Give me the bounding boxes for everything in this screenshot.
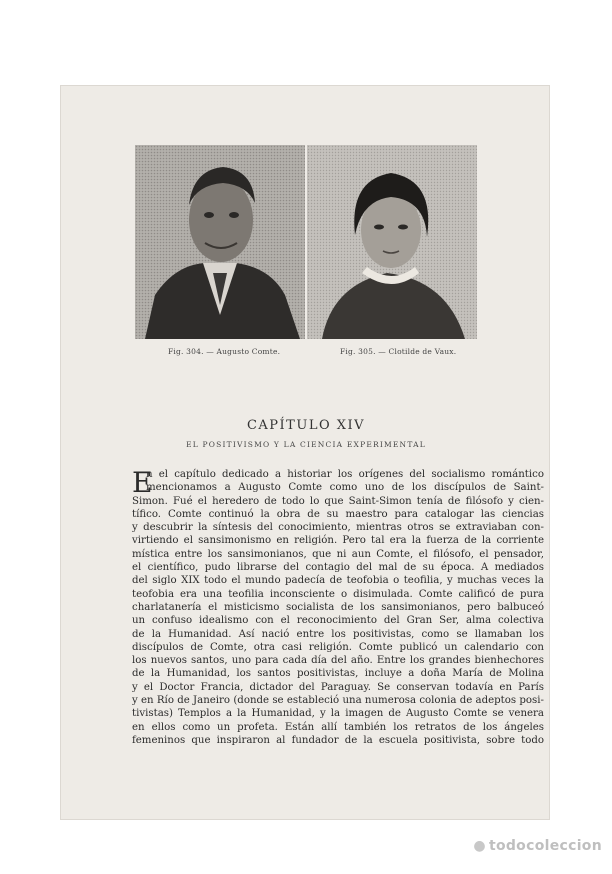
chapter-subtitle: EL POSITIVISMO Y LA CIENCIA EXPERIMENTAL	[186, 440, 426, 449]
text-line: y el Doctor Francia, dictador del Paraguay. Se conservan todavía en París	[132, 681, 544, 693]
chapter-title: CAPÍTULO XIV	[246, 418, 366, 433]
text-line: de la Humanidad, los santos positivistas, incluye a doña María de Molina	[132, 668, 544, 680]
text-line: mencionamos a Augusto Comte como uno de los discípulos de Saint-	[146, 482, 544, 494]
figure-caption-comte: Fig. 304. — Augusto Comte.	[168, 347, 281, 356]
text-line: el científico, pudo librarse del contagio del mal de su época. A mediados	[132, 562, 544, 574]
watermark-text: todocoleccion	[488, 838, 602, 854]
text-line: n el capítulo dedicado a historiar los orígenes del socialismo romántico	[146, 469, 544, 480]
watermark-icon: ●	[473, 838, 486, 854]
text-line: del siglo XIX todo el mundo padecía de teofobia o teofilia, y muchas veces la	[132, 575, 544, 587]
text-line: charlatanería el misticismo socialista de los sansimonianos, pero balbuceó	[132, 601, 544, 613]
portrait-augusto-comte	[135, 145, 305, 339]
text-line: discípulos de Comte, otra casi religión. Comte publicó un calendario con	[132, 641, 544, 653]
text-line: los nuevos santos, uno para cada día del año. Entre los grandes bienhechores	[132, 655, 544, 667]
text-line: mística entre los sansimonianos, que ni aun Comte, el filósofo, el pensador,	[132, 548, 544, 560]
text-line: Simon. Fué el heredero de todo lo que Saint-Simon tenía de filósofo y cien-	[132, 495, 544, 507]
figure-caption-vaux: Fig. 305. — Clotilde de Vaux.	[340, 347, 457, 356]
watermark	[473, 838, 602, 854]
text-line: tivistas) Templos a la Humanidad, y la imagen de Augusto Comte se venera	[132, 708, 544, 720]
text-line: y descubrir la síntesis del conocimiento, mientras otros se extraviaban con-	[132, 522, 544, 534]
portrait-clotilde-de-vaux	[307, 145, 477, 339]
text-line: un confuso idealismo con el reconocimiento del Gran Ser, alma colectiva	[132, 615, 544, 627]
text-line: teofobia era una teofilia inconsciente o disimulada. Comte calificó de pura	[132, 588, 544, 600]
portraits	[135, 145, 477, 339]
drop-cap: E	[132, 466, 153, 499]
text-line: y en Río de Janeiro (donde se estableció una numerosa colonia de adeptos posi-	[132, 695, 544, 707]
body-text	[132, 468, 544, 747]
text-line: femeninos que inspiraron al fundador de la escuela positivista, sobre todo	[132, 734, 544, 746]
text-line: tífico. Comte continuó la obra de su maestro para catalogar las ciencias	[132, 508, 544, 520]
text-line: en ellos como un profeta. Están allí también los retratos de los ángeles	[132, 721, 544, 733]
text-line: de la Humanidad. Así nació entre los positivistas, como se llamaban los	[132, 628, 544, 640]
text-line: virtiendo el sansimonismo en religión. Pero tal era la fuerza de la corriente	[132, 535, 544, 547]
